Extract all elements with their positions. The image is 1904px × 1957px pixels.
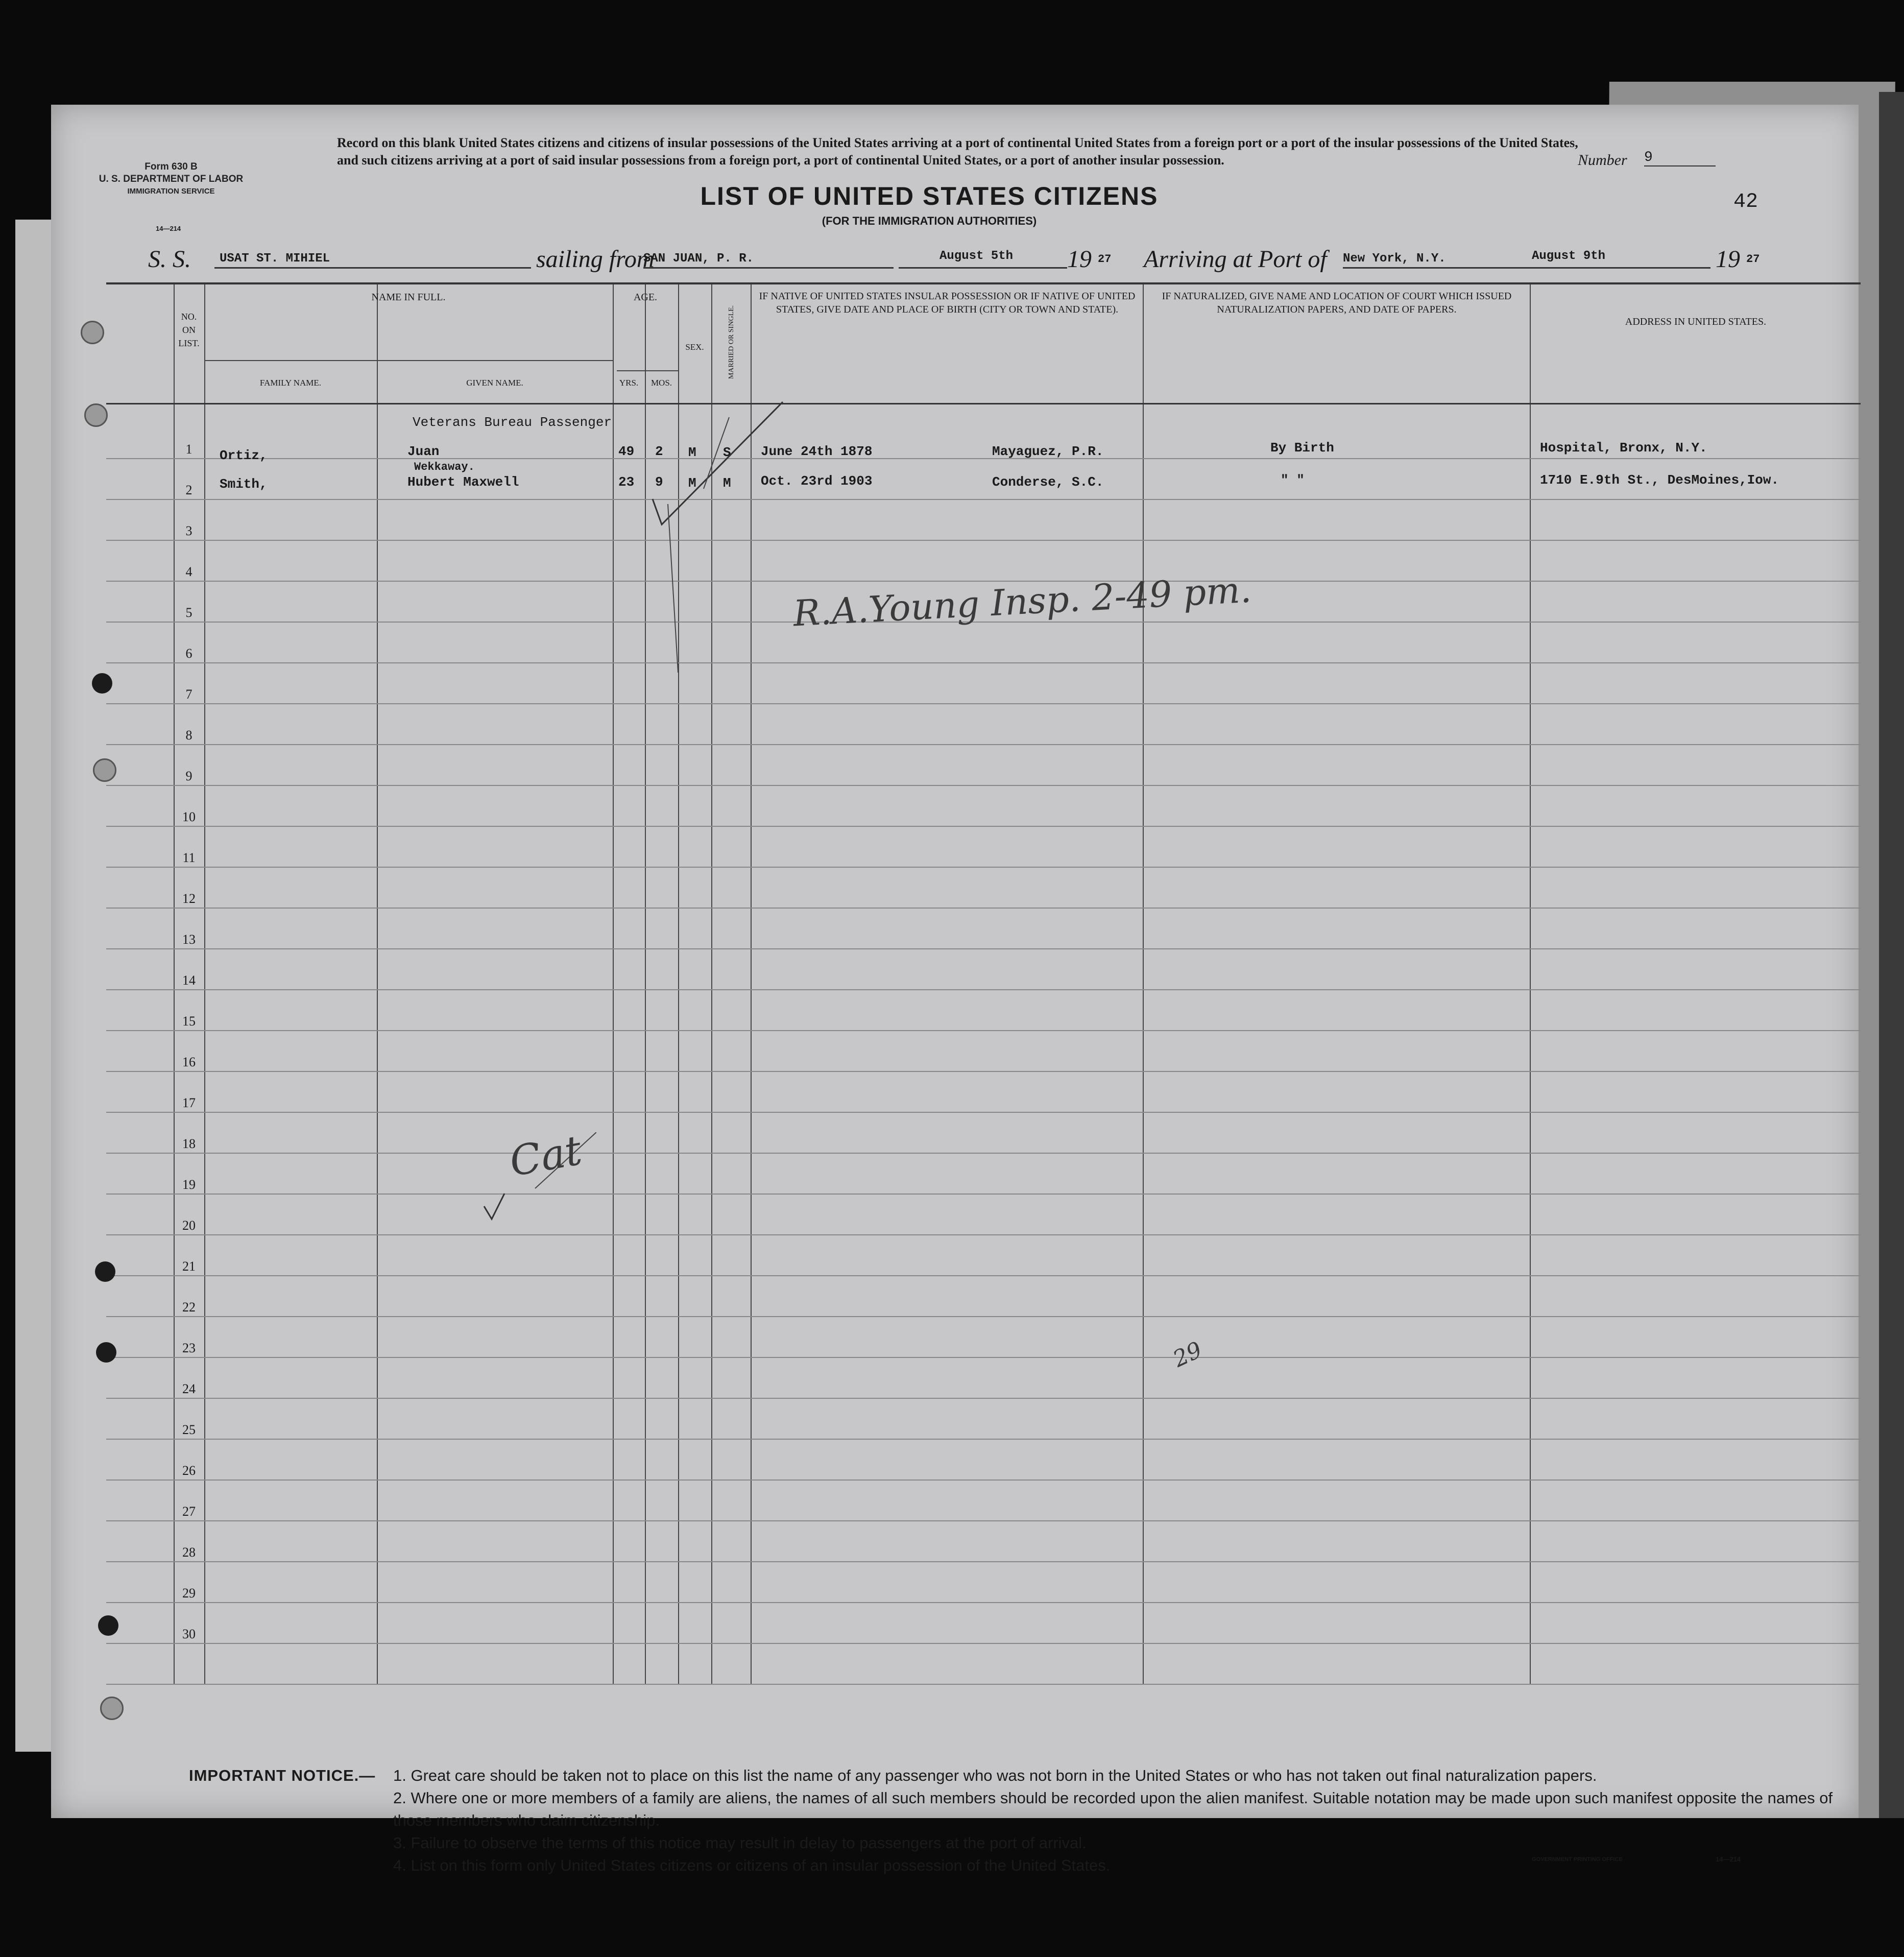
naturalization: " " (1281, 472, 1305, 488)
marital-status: S (723, 445, 731, 460)
number-label: Number (1578, 152, 1627, 169)
header-sex: SEX. (685, 342, 704, 352)
marital-status: M (723, 475, 731, 491)
row-number: 5 (185, 605, 192, 620)
row-number: 6 (185, 646, 192, 661)
row-line (106, 1071, 1861, 1072)
row-line (106, 1439, 1861, 1440)
row-number: 25 (182, 1422, 196, 1437)
notice-item-4: 4. List on this form only United States citizens or citizens of an insular possession of the United States. (393, 1856, 1111, 1874)
header-given-name: GIVEN NAME. (466, 378, 523, 388)
family-name: Ortiz, (220, 448, 268, 463)
arriving-label: Arriving at Port of (1144, 246, 1327, 273)
page-number: 42 (1733, 190, 1758, 213)
to-port: New York, N.Y. (1343, 252, 1446, 266)
row-line (106, 1316, 1861, 1317)
header-family-name: FAMILY NAME. (259, 378, 322, 388)
printer-code: 14—214 (1716, 1855, 1741, 1863)
row-line (106, 540, 1861, 541)
form-header-block (87, 161, 255, 198)
row-line (106, 1479, 1861, 1481)
given-name: Hubert Maxwell (407, 474, 519, 490)
row-number: 14 (182, 973, 196, 988)
page-shadow (1879, 92, 1904, 1818)
row-number: 27 (182, 1504, 196, 1519)
header-no: NO. ON LIST. (178, 312, 200, 348)
row-line (106, 1357, 1861, 1358)
row-line (106, 703, 1861, 704)
row-line (106, 1520, 1861, 1521)
row-line (106, 785, 1861, 786)
notice-label: IMPORTANT NOTICE.— (189, 1767, 376, 1784)
back-sheet-edge (15, 220, 56, 1752)
row-number: 9 (185, 769, 192, 783)
notice-item-2: 2. Where one or more members of a family are aliens, the names of all such members should be recorded upon the alien manifest. Suitable notation may be made upon such manifest opposite the names of those members who claim citizenship. (393, 1789, 1833, 1829)
col-line (1530, 284, 1531, 1684)
check-mark-lines (647, 387, 801, 673)
punch-hole (92, 673, 112, 694)
address: Hospital, Bronx, N.Y. (1540, 440, 1707, 456)
arrive-year: 27 (1746, 253, 1760, 266)
row-line (106, 908, 1861, 909)
col-line (613, 284, 614, 1684)
age-mos: 2 (655, 444, 663, 459)
row-number: 7 (185, 687, 192, 702)
row-number: 21 (182, 1259, 196, 1274)
page-title: LIST OF UNITED STATES CITIZENS (700, 182, 1159, 210)
row-line (106, 1275, 1861, 1276)
row-line (106, 867, 1861, 868)
address: 1710 E.9th St., DesMoines,Iow. (1540, 472, 1779, 488)
row-line (106, 826, 1861, 827)
depart-underline (899, 267, 1067, 269)
pencil-mark: 29 (1169, 1337, 1207, 1373)
header-subline (617, 370, 678, 371)
row-line (106, 1112, 1861, 1113)
header-mos: MOS. (650, 378, 672, 388)
header-subline (204, 360, 613, 361)
header-age: AGE. (633, 292, 658, 303)
header-naturalized: IF NATURALIZED, GIVE NAME AND LOCATION OF COURT WHICH ISSUED NATURALIZATION PAPERS, AND DATE OF PAPERS. (1162, 291, 1512, 315)
row-line (106, 662, 1861, 663)
row-line (106, 499, 1861, 500)
row-number: 16 (182, 1055, 196, 1069)
row-number: 19 (182, 1177, 196, 1192)
row-number: 3 (185, 523, 192, 538)
record-instructions: Record on this blank United States citizens and citizens of insular possessions of the United States arriving at a port of continental United States from a foreign port or a port of the insular possessions of the United States, and such citizens arriving at a port of said insular possessions from a foreign port, a port of continental United States, or a port of another insular possession. (337, 135, 1578, 168)
row-line (106, 1643, 1861, 1644)
to-underline (1343, 267, 1710, 269)
row-number: 28 (182, 1545, 196, 1560)
number-value: 9 (1644, 150, 1716, 166)
header-name-in-full: NAME IN FULL. (371, 292, 446, 303)
birth-date: Oct. 23rd 1903 (761, 473, 873, 489)
naturalization: By Birth (1270, 440, 1334, 456)
row-line (106, 458, 1861, 459)
veterans-note: Veterans Bureau Passenger (413, 415, 612, 430)
row-line (106, 1194, 1861, 1195)
row-line (106, 1234, 1861, 1235)
row-number: 30 (182, 1627, 196, 1641)
arrive-date: August 9th (1532, 249, 1606, 263)
inspector-signature: R.A.Young Insp. 2-49 pm. (792, 568, 1252, 635)
row-number: 1 (185, 442, 192, 457)
family-name: Smith, (220, 476, 268, 492)
row-number: 8 (185, 728, 192, 743)
header-yrs: YRS. (619, 378, 639, 388)
age-yrs: 23 (618, 474, 635, 490)
row-number: 29 (182, 1586, 196, 1601)
age-mos: 9 (655, 474, 663, 490)
row-number: 20 (182, 1218, 196, 1233)
from-underline (643, 267, 894, 269)
row-line (106, 1602, 1861, 1603)
row-line (106, 744, 1861, 745)
age-yrs: 49 (618, 444, 635, 459)
row-number: 26 (182, 1463, 196, 1478)
row-line (106, 1153, 1861, 1154)
depart-year: 27 (1098, 253, 1112, 266)
row-line (106, 948, 1861, 949)
department: U. S. DEPARTMENT OF LABOR (99, 174, 244, 184)
row-line (106, 1561, 1861, 1562)
document-sheet (51, 105, 1859, 1874)
row-line (106, 581, 1861, 582)
row-line (106, 1398, 1861, 1399)
row-number: 12 (182, 891, 196, 906)
row-number: 15 (182, 1014, 196, 1029)
header-native: IF NATIVE OF UNITED STATES INSULAR POSSESSION OR IF NATIVE OF UNITED STATES, GIVE DATE AND PLACE OF BIRTH (CITY OR TOWN AND STATE). (759, 291, 1136, 315)
birth-place: Mayaguez, P.R. (992, 444, 1104, 459)
row-number: 18 (182, 1136, 196, 1151)
form-number: Form 630 B (144, 161, 198, 172)
given-name: Juan (407, 444, 440, 459)
given-name-note: Wekkaway. (414, 461, 475, 473)
ship-name: USAT ST. MIHIEL (220, 252, 330, 266)
punch-hole (95, 1261, 115, 1282)
printer-name: GOVERNMENT PRINTING OFFICE (1532, 1856, 1623, 1863)
row-number: 10 (182, 809, 196, 824)
row-number: 17 (182, 1095, 196, 1110)
sex: M (688, 445, 696, 460)
row-number: 11 (182, 850, 196, 865)
sailing-label: sailing from (536, 246, 655, 273)
punch-hole (84, 403, 108, 427)
year-prefix-2: 19 (1716, 246, 1740, 273)
header-address: ADDRESS IN UNITED STATES. (1625, 316, 1767, 327)
row-number: 23 (182, 1341, 196, 1355)
row-line (106, 1684, 1861, 1685)
ship-underline (214, 267, 531, 269)
row-number: 24 (182, 1381, 196, 1396)
col-line (377, 284, 378, 1684)
header-married-single: MARRIED OR SINGLE. (728, 305, 735, 379)
punch-hole (100, 1697, 124, 1720)
row-number: 4 (185, 564, 192, 579)
birth-place: Conderse, S.C. (992, 474, 1104, 490)
form-code: 14—214 (156, 225, 181, 232)
punch-hole (98, 1615, 118, 1636)
col-line (204, 284, 205, 1684)
row-line (106, 989, 1861, 990)
sex: M (688, 475, 696, 491)
page-subtitle: (FOR THE IMMIGRATION AUTHORITIES) (822, 214, 1037, 227)
punch-hole (81, 321, 104, 344)
passenger-table (106, 282, 1861, 1684)
row-number: 22 (182, 1300, 196, 1315)
row-line (106, 1030, 1861, 1031)
notice-item-3: 3. Failure to observe the terms of this notice may result in delay to passengers at the port of arrival. (393, 1834, 1087, 1852)
punch-hole (93, 758, 116, 782)
header-bottom-line (106, 403, 1861, 404)
col-line (645, 284, 646, 1684)
depart-date: August 5th (939, 249, 1014, 263)
ss-label: S. S. (148, 246, 191, 273)
birth-date: June 24th 1878 (761, 444, 873, 459)
year-prefix-1: 19 (1067, 246, 1092, 273)
punch-hole (96, 1342, 116, 1363)
notice-item-1: 1. Great care should be taken not to place on this list the name of any passenger who was not born in the United States or who has not taken out final naturalization papers. (393, 1767, 1597, 1784)
col-line (1143, 284, 1144, 1684)
from-port: SAN JUAN, P. R. (643, 252, 754, 266)
service: IMMIGRATION SERVICE (127, 187, 215, 196)
initials: Cat (505, 1126, 586, 1186)
row-number: 2 (185, 483, 192, 497)
row-number: 13 (182, 932, 196, 947)
